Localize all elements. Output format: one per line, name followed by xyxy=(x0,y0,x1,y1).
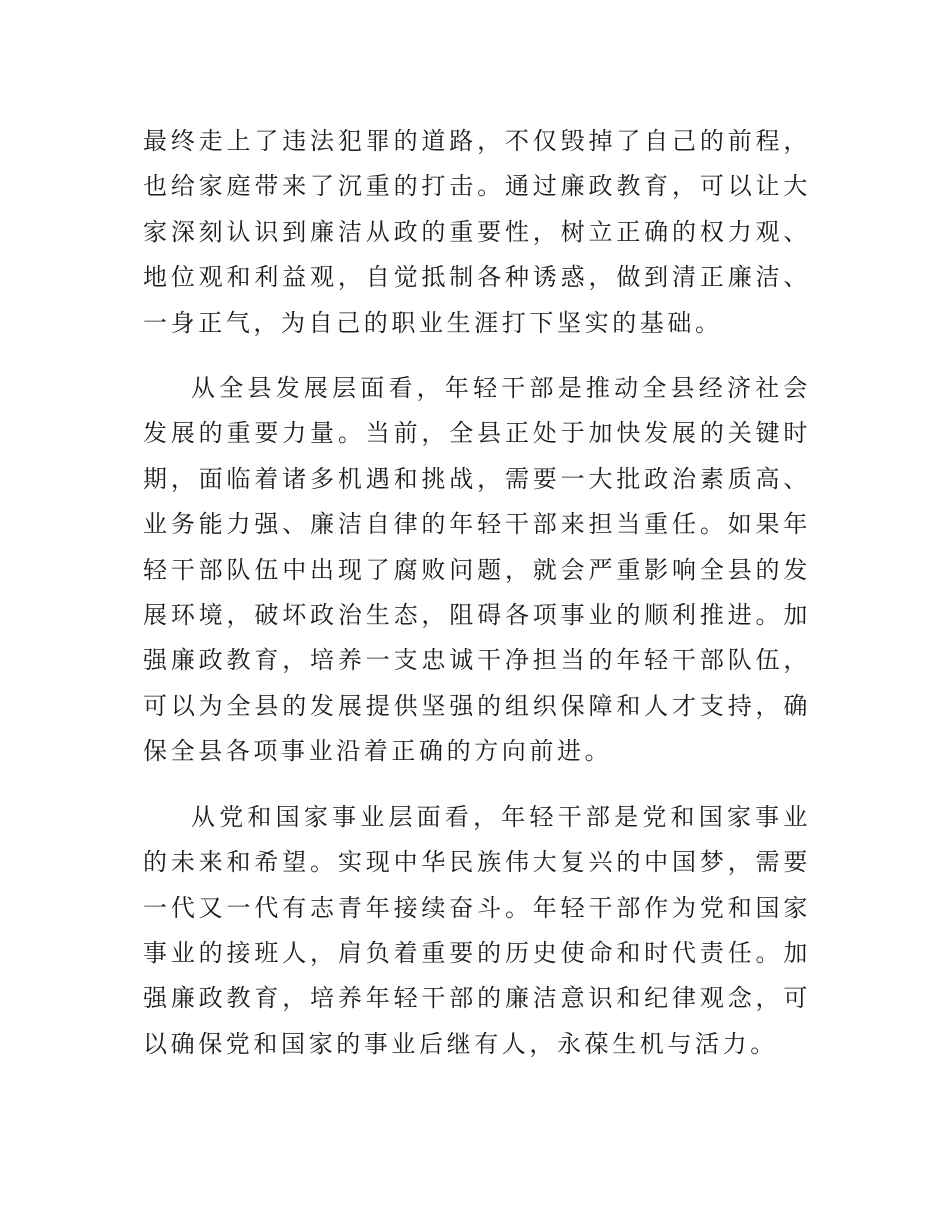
paragraph-party-and-state: 从党和国家事业层面看，年轻干部是党和国家事业的未来和希望。实现中华民族伟大复兴的中国梦，需要一代又一代有志青年接续奋斗。年轻干部作为党和国家事业的接班人，肩负着重要的历史使命和时代责任。加强廉政教育，培养年轻干部的廉洁意识和纪律观念，可以确保党和国家的事业后继有人，永葆生机与活力。 xyxy=(143,802,811,1058)
paragraph-county-development: 从全县发展层面看，年轻干部是推动全县经济社会发展的重要力量。当前，全县正处于加快发展的关键时期，面临着诸多机遇和挑战，需要一大批政治素质高、业务能力强、廉洁自律的年轻干部来担当重任。如果年轻干部队伍中出现了腐败问题，就会严重影响全县的发展环境，破坏政治生态，阻碍各项事业的顺利推进。加强廉政教育，培养一支忠诚干净担当的年轻干部队伍，可以为全县的发展提供坚强的组织保障和人才支持，确保全县各项事业沿着正确的方向前进。 xyxy=(143,374,811,766)
paragraph-continuation: 最终走上了违法犯罪的道路，不仅毁掉了自己的前程，也给家庭带来了沉重的打击。通过廉政教育，可以让大家深刻认识到廉洁从政的重要性，树立正确的权力观、地位观和利益观，自觉抵制各种诱惑，做到清正廉洁、一身正气，为自己的职业生涯打下坚实的基础。 xyxy=(143,127,811,337)
document-body xyxy=(143,119,811,1087)
